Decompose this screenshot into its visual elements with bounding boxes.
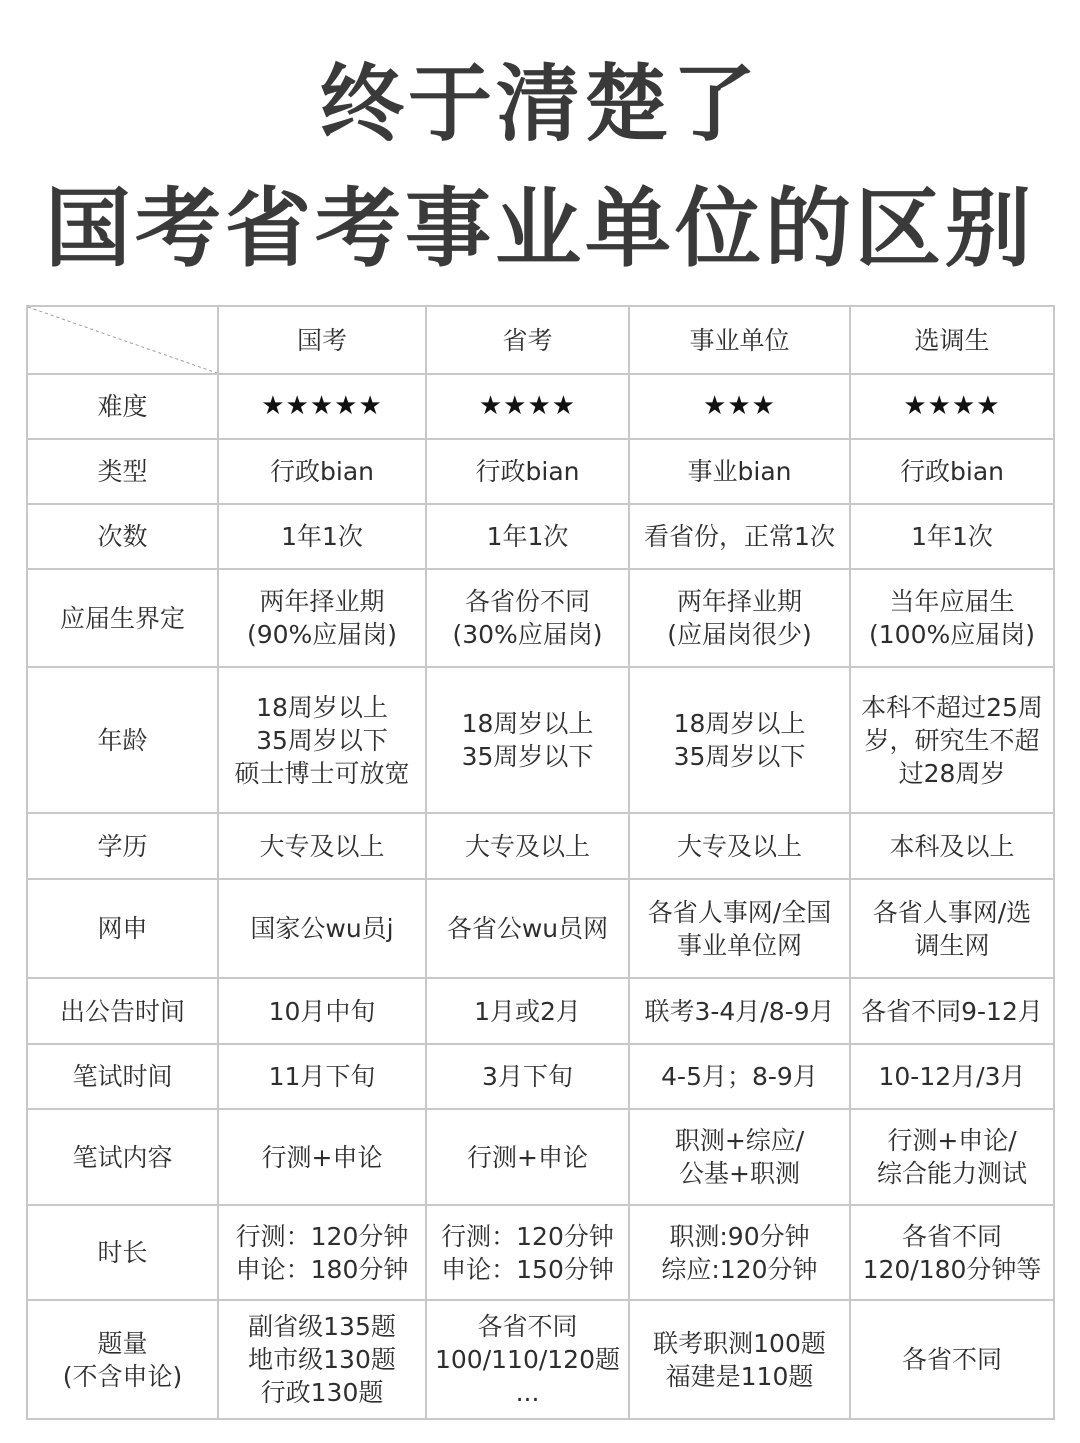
table-cell: 1年1次 (218, 504, 426, 569)
row-header-age: 年龄 (27, 667, 218, 813)
table-cell: 联考职测100题 福建是110题 (629, 1300, 850, 1419)
column-header-guokao: 国考 (218, 306, 426, 374)
row-header-announcement-time: 出公告时间 (27, 978, 218, 1044)
table-row (27, 813, 1054, 879)
table-cell: 行测+申论 (218, 1109, 426, 1205)
table-cell: 本科及以上 (850, 813, 1054, 879)
table-cell: 国家公wu员j (218, 879, 426, 978)
table-cell: 行测：120分钟 申论：150分钟 (426, 1205, 629, 1300)
row-header-duration: 时长 (27, 1205, 218, 1300)
table-cell: 1年1次 (426, 504, 629, 569)
difficulty-stars: ★★★ (629, 374, 850, 439)
row-header-education: 学历 (27, 813, 218, 879)
row-header-question-count: 题量 (不含申论) (27, 1300, 218, 1419)
row-header-difficulty: 难度 (27, 374, 218, 439)
table-cell: 1年1次 (850, 504, 1054, 569)
page-title-line1: 终于清楚了 (319, 55, 760, 153)
table-row (27, 439, 1054, 504)
table-cell: 当年应届生 (100%应届岗) (850, 569, 1054, 667)
table-header-row (27, 306, 1054, 374)
table-cell: 各省不同9-12月 (850, 978, 1054, 1044)
table-cell: 行测+申论 (426, 1109, 629, 1205)
table-cell: 18周岁以上 35周岁以下 (629, 667, 850, 813)
table-cell: 联考3-4月/8-9月 (629, 978, 850, 1044)
table-cell: 18周岁以上 35周岁以下 (426, 667, 629, 813)
table-cell: 大专及以上 (218, 813, 426, 879)
table-cell: 10月中旬 (218, 978, 426, 1044)
table-cell: 两年择业期 (90%应届岗) (218, 569, 426, 667)
table-cell: 行测+申论/ 综合能力测试 (850, 1109, 1054, 1205)
table-cell: 职测:90分钟 综应:120分钟 (629, 1205, 850, 1300)
row-header-exam-time: 笔试时间 (27, 1044, 218, 1109)
row-header-online-application: 网申 (27, 879, 218, 978)
table-cell: 各省不同 120/180分钟等 (850, 1205, 1054, 1300)
table-row (27, 1044, 1054, 1109)
table-cell: 本科不超过25周 岁，研究生不超 过28周岁 (850, 667, 1054, 813)
table-cell: 行政bian (218, 439, 426, 504)
table-row (27, 978, 1054, 1044)
table-cell: 各省人事网/全国 事业单位网 (629, 879, 850, 978)
table-cell: 4-5月；8-9月 (629, 1044, 850, 1109)
column-header-shiye: 事业单位 (629, 306, 850, 374)
difficulty-stars: ★★★★ (426, 374, 629, 439)
table-cell: 两年择业期 (应届岗很少) (629, 569, 850, 667)
page-title-line2: 国考省考事业单位的区别 (45, 179, 1035, 279)
table-cell: 各省不同 100/110/120题 ... (426, 1300, 629, 1419)
table-cell: 行政bian (426, 439, 629, 504)
difficulty-stars: ★★★★★ (218, 374, 426, 439)
table-cell: 大专及以上 (629, 813, 850, 879)
column-header-shengkao: 省考 (426, 306, 629, 374)
table-cell: 11月下旬 (218, 1044, 426, 1109)
table-row (27, 879, 1054, 978)
table-row (27, 504, 1054, 569)
row-header-frequency: 次数 (27, 504, 218, 569)
row-header-graduate-definition: 应届生界定 (27, 569, 218, 667)
corner-cell (27, 306, 218, 374)
table-row (27, 374, 1054, 439)
table-row (27, 1300, 1054, 1419)
table-cell: 3月下旬 (426, 1044, 629, 1109)
table-cell: 各省公wu员网 (426, 879, 629, 978)
row-header-exam-content: 笔试内容 (27, 1109, 218, 1205)
table-cell: 事业bian (629, 439, 850, 504)
row-header-type: 类型 (27, 439, 218, 504)
comparison-table (26, 305, 1055, 1420)
table-row (27, 667, 1054, 813)
diagonal-divider-icon (28, 307, 217, 373)
difficulty-stars: ★★★★ (850, 374, 1054, 439)
table-row (27, 1109, 1054, 1205)
table-cell: 10-12月/3月 (850, 1044, 1054, 1109)
table-row (27, 1205, 1054, 1300)
table-cell: 副省级135题 地市级130题 行政130题 (218, 1300, 426, 1419)
column-header-xuandiao: 选调生 (850, 306, 1054, 374)
table-cell: 行测：120分钟 申论：180分钟 (218, 1205, 426, 1300)
table-cell: 各省人事网/选 调生网 (850, 879, 1054, 978)
table-cell: 各省份不同 (30%应届岗) (426, 569, 629, 667)
table-cell: 1月或2月 (426, 978, 629, 1044)
table-cell: 大专及以上 (426, 813, 629, 879)
table-cell: 各省不同 (850, 1300, 1054, 1419)
table-cell: 行政bian (850, 439, 1054, 504)
table-cell: 职测+综应/ 公基+职测 (629, 1109, 850, 1205)
table-row (27, 569, 1054, 667)
table-cell: 18周岁以上 35周岁以下 硕士博士可放宽 (218, 667, 426, 813)
table-cell: 看省份，正常1次 (629, 504, 850, 569)
